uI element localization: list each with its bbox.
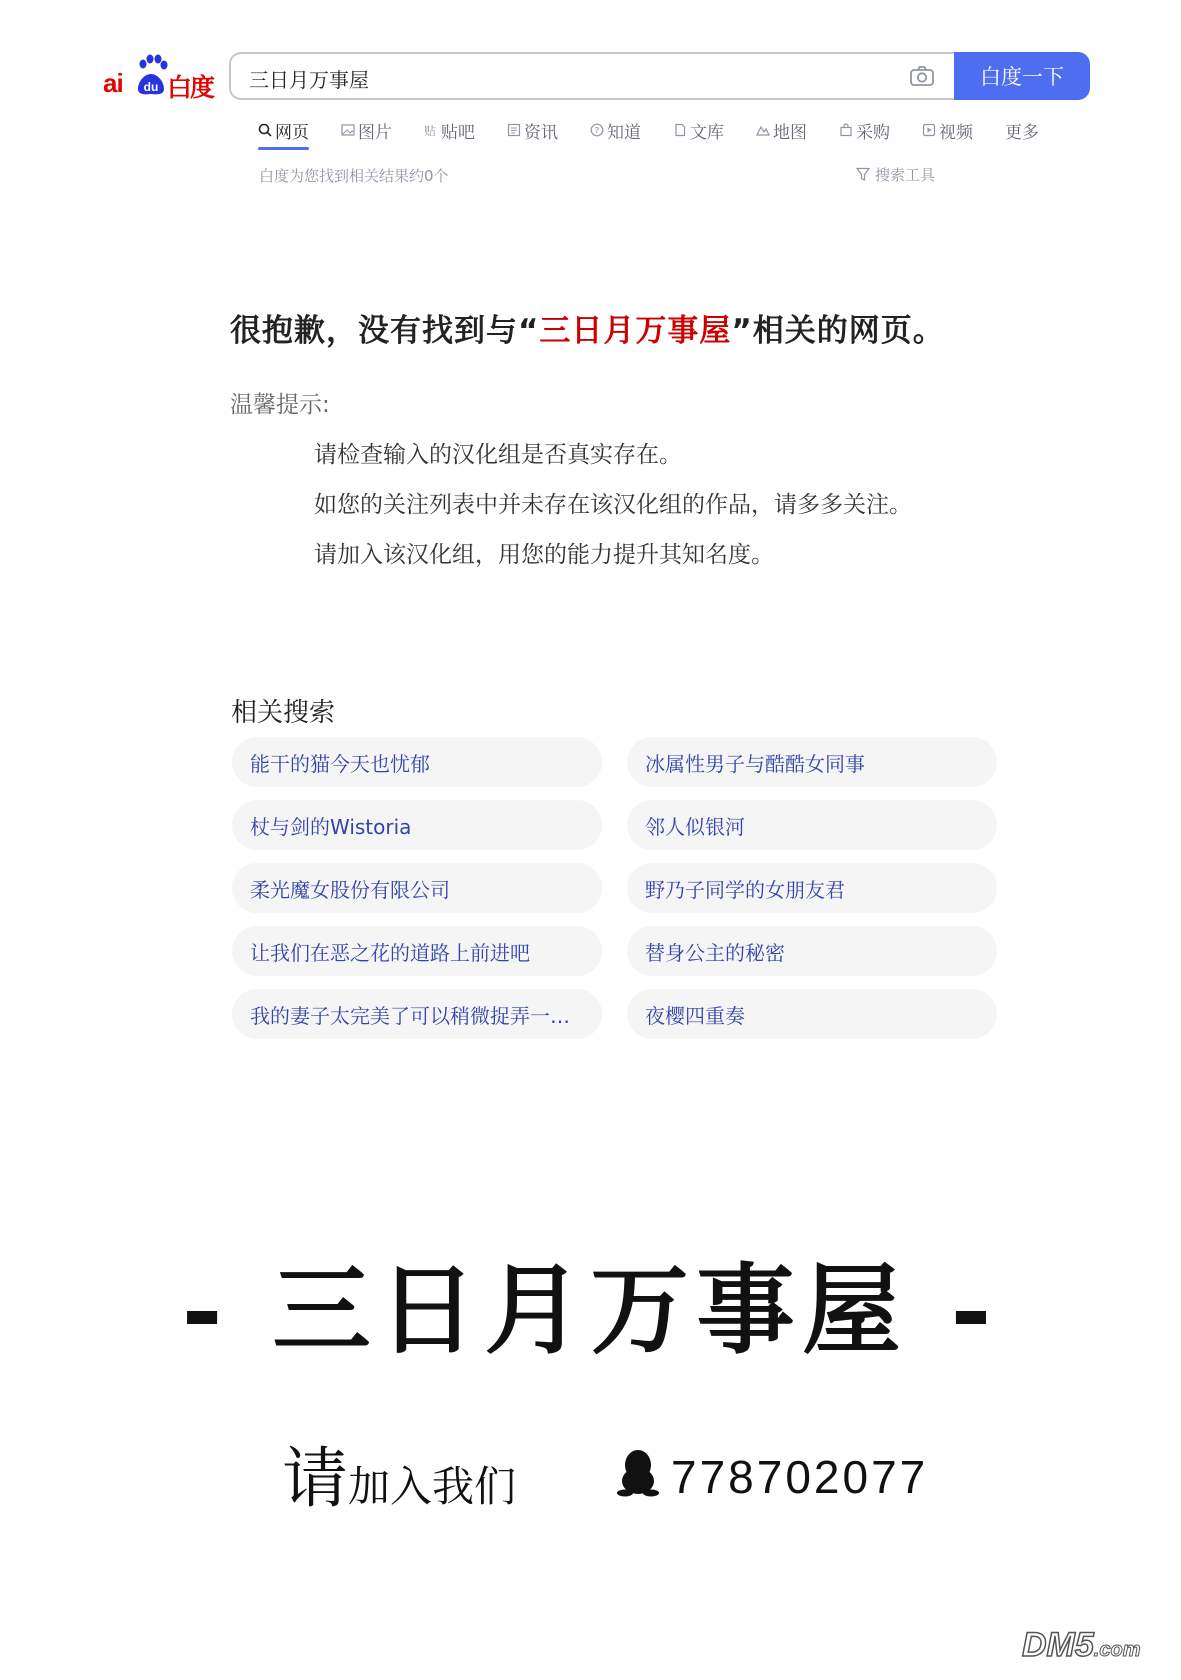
related-search-item[interactable]: 夜樱四重奏	[627, 989, 997, 1039]
tieba-icon	[424, 123, 438, 137]
camera-icon[interactable]	[909, 65, 935, 87]
watermark-main: DM5	[1022, 1626, 1094, 1664]
no-results-suffix: ”相关的网页。	[731, 313, 945, 349]
tab-label: 采购	[856, 122, 890, 143]
no-results-message	[230, 305, 945, 350]
tip-item: 如您的关注列表中并未存在该汉化组的作品，请多多关注。	[314, 492, 912, 518]
svg-text:du: du	[143, 80, 159, 94]
map-icon	[756, 123, 770, 137]
tab-label: 更多	[1005, 122, 1039, 143]
tab-label: 资讯	[524, 122, 558, 143]
tab-label: 文库	[690, 122, 724, 143]
join-us-rest: 加入我们	[348, 1462, 517, 1511]
tab-tieba[interactable]	[424, 116, 475, 144]
related-search-item[interactable]: 野乃子同学的女朋友君	[627, 863, 997, 913]
related-searches-title: 相关搜索	[231, 698, 336, 728]
search-icon	[258, 123, 272, 137]
tab-label: 网页	[275, 122, 309, 143]
tab-more[interactable]	[1005, 116, 1039, 144]
tab-label: 知道	[607, 122, 641, 143]
tab-map[interactable]	[756, 116, 807, 144]
tips-title: 温馨提示:	[230, 392, 330, 418]
search-tools-label: 搜索工具	[875, 166, 936, 184]
search-tools-button[interactable]	[856, 164, 935, 185]
video-icon	[922, 123, 936, 137]
related-search-item[interactable]: 杖与剑的Wistoria	[232, 800, 602, 850]
filter-icon	[856, 167, 870, 182]
qq-number: 778702077	[671, 1451, 929, 1503]
search-input[interactable]	[247, 64, 871, 92]
tab-zhidao[interactable]	[590, 116, 641, 144]
tab-label: 图片	[358, 122, 392, 143]
search-box	[229, 52, 955, 100]
related-search-item[interactable]: 冰属性男子与酷酷女同事	[627, 737, 997, 787]
tab-news[interactable]	[507, 116, 558, 144]
related-search-item[interactable]: 替身公主的秘密	[627, 926, 997, 976]
news-icon	[507, 123, 521, 137]
search-tabs	[258, 116, 1039, 152]
logo-text-chinese: 白度	[167, 73, 214, 102]
watermark-suffix: .com	[1093, 1639, 1141, 1661]
question-icon	[590, 123, 604, 137]
tip-item: 请加入该汉化组，用您的能力提升其知名度。	[314, 542, 774, 568]
no-results-prefix: 很抱歉，没有找到与“	[230, 313, 540, 349]
tab-video[interactable]	[922, 116, 973, 144]
tab-purchase[interactable]	[839, 116, 890, 144]
tab-web[interactable]	[258, 116, 309, 144]
related-search-item[interactable]: 我的妻子太完美了可以稍微捉弄一…	[232, 989, 602, 1039]
bag-icon	[839, 123, 853, 137]
tip-item: 请检查输入的汉化组是否真实存在。	[314, 442, 682, 468]
no-results-keyword: 三日月万事屋	[539, 313, 732, 349]
baidu-logo[interactable]	[103, 54, 213, 100]
du-paw-mark	[136, 72, 166, 96]
related-search-item[interactable]: 柔光魔女股份有限公司	[232, 863, 602, 913]
search-button[interactable]: 白度一下	[954, 52, 1090, 100]
tab-label: 视频	[939, 122, 973, 143]
tab-images[interactable]	[341, 116, 392, 144]
result-count: 白度为您找到相关结果约0个	[259, 167, 449, 185]
qq-penguin-icon	[617, 1449, 659, 1497]
tab-label: 地图	[773, 122, 807, 143]
group-banner-title: - 三日月万事屋 -	[181, 1253, 1000, 1368]
svg-text:贴: 贴	[424, 124, 437, 137]
join-us-big-char: 请	[282, 1440, 348, 1517]
site-watermark	[1022, 1626, 1140, 1665]
related-search-item[interactable]: 让我们在恶之花的道路上前进吧	[232, 926, 602, 976]
tab-label: 贴吧	[441, 122, 475, 143]
tab-wenku[interactable]	[673, 116, 724, 144]
related-search-item[interactable]: 邻人似银河	[627, 800, 997, 850]
document-icon	[673, 123, 687, 137]
image-icon	[341, 123, 355, 137]
related-search-item[interactable]: 能干的猫今天也忧郁	[232, 737, 602, 787]
logo-text-latin: ai	[103, 68, 123, 98]
join-us-text	[282, 1425, 516, 1520]
svg-text:?: ?	[594, 126, 600, 137]
